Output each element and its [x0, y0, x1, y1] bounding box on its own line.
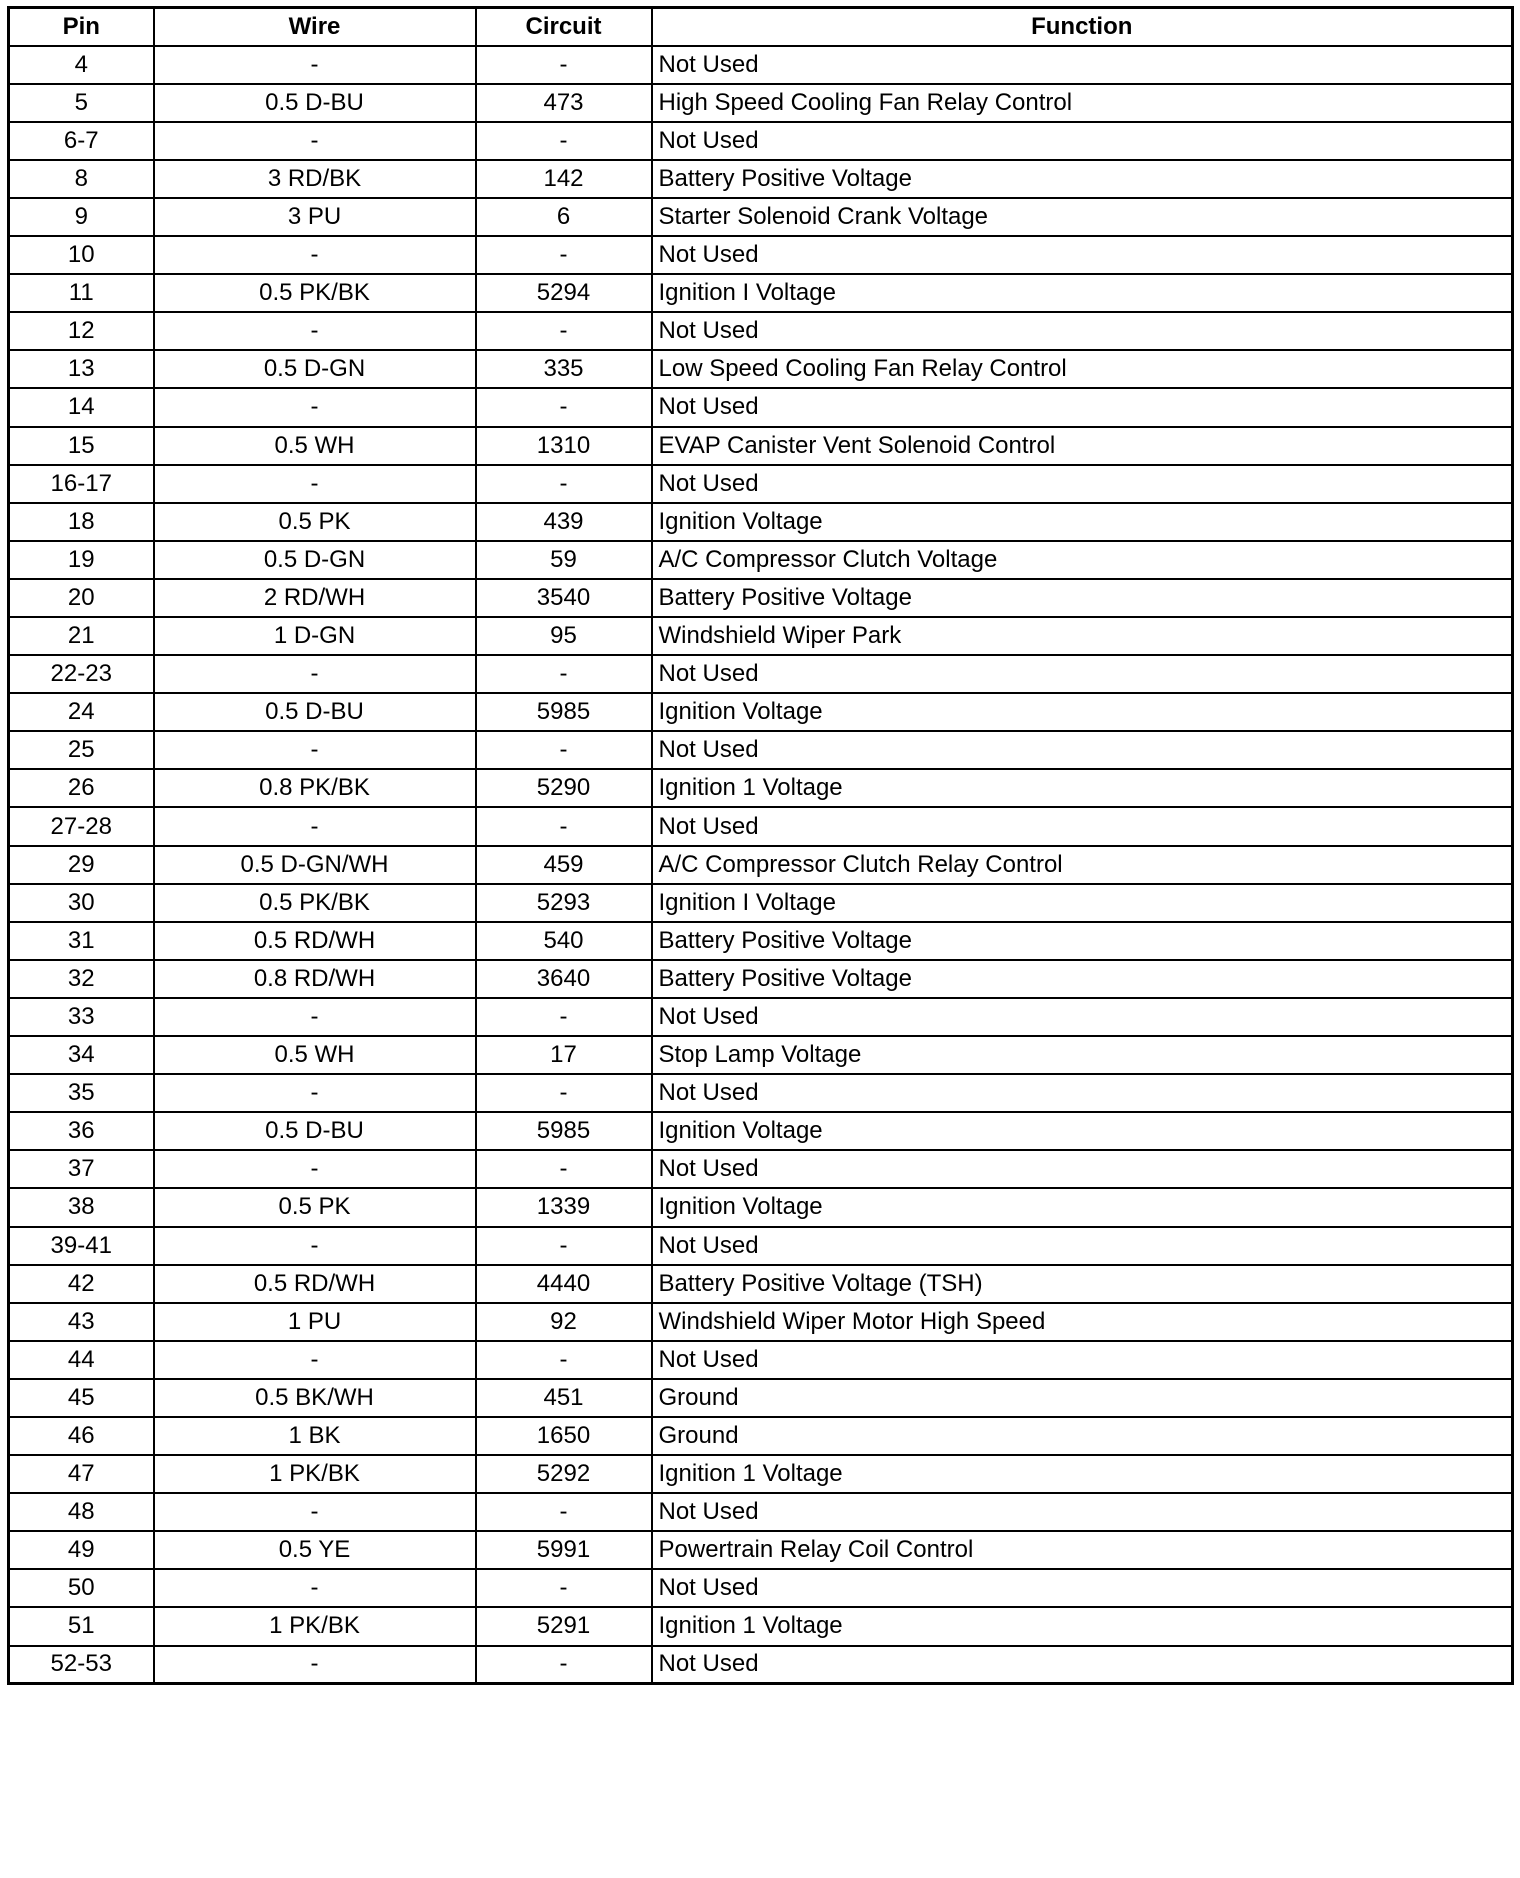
table-row — [9, 541, 1513, 579]
circuit-cell: 439 — [476, 503, 652, 541]
wire-cell: 0.5 D-GN — [154, 541, 476, 579]
table-row — [9, 1531, 1513, 1569]
table-row — [9, 922, 1513, 960]
table-row — [9, 84, 1513, 122]
circuit-cell: - — [476, 655, 652, 693]
pin-cell: 39-41 — [9, 1227, 154, 1265]
wire-cell: - — [154, 312, 476, 350]
function-cell: Not Used — [652, 807, 1513, 845]
function-cell: Windshield Wiper Park — [652, 617, 1513, 655]
function-cell: Not Used — [652, 731, 1513, 769]
function-cell: Not Used — [652, 46, 1513, 84]
pin-cell: 24 — [9, 693, 154, 731]
pin-cell: 14 — [9, 388, 154, 426]
table-row — [9, 236, 1513, 274]
function-cell: Not Used — [652, 1150, 1513, 1188]
table-row — [9, 1303, 1513, 1341]
pin-cell: 37 — [9, 1150, 154, 1188]
pin-cell: 4 — [9, 46, 154, 84]
circuit-cell: 5294 — [476, 274, 652, 312]
circuit-cell: - — [476, 1646, 652, 1684]
wire-cell: - — [154, 46, 476, 84]
pin-cell: 25 — [9, 731, 154, 769]
circuit-cell: 4440 — [476, 1265, 652, 1303]
wire-cell: - — [154, 1646, 476, 1684]
table-row — [9, 960, 1513, 998]
wire-cell: 0.5 YE — [154, 1531, 476, 1569]
circuit-cell: 95 — [476, 617, 652, 655]
function-cell: Battery Positive Voltage — [652, 579, 1513, 617]
pin-cell: 8 — [9, 160, 154, 198]
wire-cell: - — [154, 122, 476, 160]
function-cell: Not Used — [652, 312, 1513, 350]
circuit-cell: 142 — [476, 160, 652, 198]
table-row — [9, 998, 1513, 1036]
wire-cell: 3 RD/BK — [154, 160, 476, 198]
function-cell: Battery Positive Voltage — [652, 160, 1513, 198]
circuit-cell: 5291 — [476, 1607, 652, 1645]
function-cell: Not Used — [652, 1493, 1513, 1531]
pin-cell: 43 — [9, 1303, 154, 1341]
pin-cell: 31 — [9, 922, 154, 960]
pin-cell: 32 — [9, 960, 154, 998]
wire-cell: - — [154, 1341, 476, 1379]
wire-cell: 2 RD/WH — [154, 579, 476, 617]
wire-cell: 0.5 D-BU — [154, 693, 476, 731]
pin-cell: 10 — [9, 236, 154, 274]
circuit-cell: - — [476, 46, 652, 84]
wire-cell: 0.8 PK/BK — [154, 769, 476, 807]
table-row — [9, 122, 1513, 160]
table-row — [9, 1455, 1513, 1493]
table-row — [9, 427, 1513, 465]
pin-cell: 47 — [9, 1455, 154, 1493]
pin-cell: 52-53 — [9, 1646, 154, 1684]
circuit-cell: - — [476, 1074, 652, 1112]
function-cell: Not Used — [652, 1341, 1513, 1379]
function-cell: Low Speed Cooling Fan Relay Control — [652, 350, 1513, 388]
table-row — [9, 1150, 1513, 1188]
wire-cell: 0.5 PK/BK — [154, 274, 476, 312]
function-cell: Battery Positive Voltage (TSH) — [652, 1265, 1513, 1303]
header-row — [9, 8, 1513, 46]
header-circuit: Circuit — [476, 8, 652, 46]
circuit-cell: 5985 — [476, 1112, 652, 1150]
pin-cell: 26 — [9, 769, 154, 807]
table-row — [9, 846, 1513, 884]
circuit-cell: 59 — [476, 541, 652, 579]
circuit-cell: 5290 — [476, 769, 652, 807]
table-row — [9, 1607, 1513, 1645]
pin-cell: 48 — [9, 1493, 154, 1531]
function-cell: Ignition 1 Voltage — [652, 1607, 1513, 1645]
circuit-cell: 5985 — [476, 693, 652, 731]
table-row — [9, 769, 1513, 807]
function-cell: Not Used — [652, 388, 1513, 426]
circuit-cell: 6 — [476, 198, 652, 236]
circuit-cell: 451 — [476, 1379, 652, 1417]
wire-cell: - — [154, 236, 476, 274]
circuit-cell: 17 — [476, 1036, 652, 1074]
function-cell: Ignition I Voltage — [652, 884, 1513, 922]
function-cell: Not Used — [652, 1569, 1513, 1607]
function-cell: Not Used — [652, 122, 1513, 160]
pin-cell: 22-23 — [9, 655, 154, 693]
wire-cell: - — [154, 655, 476, 693]
table-row — [9, 312, 1513, 350]
pin-cell: 35 — [9, 1074, 154, 1112]
function-cell: High Speed Cooling Fan Relay Control — [652, 84, 1513, 122]
pin-cell: 16-17 — [9, 465, 154, 503]
wire-cell: 0.5 D-BU — [154, 84, 476, 122]
table-row — [9, 1112, 1513, 1150]
pin-cell: 49 — [9, 1531, 154, 1569]
wire-cell: 0.5 WH — [154, 1036, 476, 1074]
wire-cell: 0.5 BK/WH — [154, 1379, 476, 1417]
wire-cell: 1 PK/BK — [154, 1455, 476, 1493]
circuit-cell: 473 — [476, 84, 652, 122]
pin-cell: 46 — [9, 1417, 154, 1455]
wire-cell: 0.5 D-BU — [154, 1112, 476, 1150]
wire-cell: 0.5 RD/WH — [154, 922, 476, 960]
function-cell: Not Used — [652, 1227, 1513, 1265]
table-row — [9, 693, 1513, 731]
circuit-cell: 92 — [476, 1303, 652, 1341]
pin-cell: 38 — [9, 1188, 154, 1226]
pin-cell: 5 — [9, 84, 154, 122]
function-cell: Ground — [652, 1417, 1513, 1455]
pin-cell: 51 — [9, 1607, 154, 1645]
pin-cell: 42 — [9, 1265, 154, 1303]
pin-cell: 13 — [9, 350, 154, 388]
pin-cell: 33 — [9, 998, 154, 1036]
header-wire: Wire — [154, 8, 476, 46]
wire-cell: 0.5 WH — [154, 427, 476, 465]
wire-cell: - — [154, 731, 476, 769]
circuit-cell: - — [476, 731, 652, 769]
wire-cell: - — [154, 998, 476, 1036]
wire-cell: - — [154, 1074, 476, 1112]
function-cell: Ignition I Voltage — [652, 274, 1513, 312]
header-function: Function — [652, 8, 1513, 46]
circuit-cell: 1310 — [476, 427, 652, 465]
pin-cell: 20 — [9, 579, 154, 617]
wire-cell: 1 PK/BK — [154, 1607, 476, 1645]
pin-cell: 29 — [9, 846, 154, 884]
pin-cell: 18 — [9, 503, 154, 541]
circuit-cell: - — [476, 312, 652, 350]
table-row — [9, 1379, 1513, 1417]
wire-cell: 3 PU — [154, 198, 476, 236]
pin-cell: 36 — [9, 1112, 154, 1150]
function-cell: Not Used — [652, 655, 1513, 693]
wire-cell: 0.5 PK — [154, 503, 476, 541]
function-cell: A/C Compressor Clutch Relay Control — [652, 846, 1513, 884]
function-cell: Battery Positive Voltage — [652, 960, 1513, 998]
circuit-cell: 5292 — [476, 1455, 652, 1493]
circuit-cell: - — [476, 236, 652, 274]
table-row — [9, 731, 1513, 769]
function-cell: Ignition Voltage — [652, 1112, 1513, 1150]
wire-cell: 0.5 PK — [154, 1188, 476, 1226]
wire-cell: 0.5 RD/WH — [154, 1265, 476, 1303]
circuit-cell: 3540 — [476, 579, 652, 617]
circuit-cell: 3640 — [476, 960, 652, 998]
circuit-cell: 459 — [476, 846, 652, 884]
table-row — [9, 1417, 1513, 1455]
table-row — [9, 579, 1513, 617]
table-row — [9, 1036, 1513, 1074]
pin-cell: 50 — [9, 1569, 154, 1607]
table-row — [9, 1188, 1513, 1226]
function-cell: Not Used — [652, 236, 1513, 274]
circuit-cell: 1650 — [476, 1417, 652, 1455]
pin-cell: 45 — [9, 1379, 154, 1417]
wire-cell: 0.5 PK/BK — [154, 884, 476, 922]
function-cell: EVAP Canister Vent Solenoid Control — [652, 427, 1513, 465]
table-row — [9, 1227, 1513, 1265]
pin-cell: 19 — [9, 541, 154, 579]
wire-cell: 0.5 D-GN — [154, 350, 476, 388]
circuit-cell: - — [476, 807, 652, 845]
function-cell: Not Used — [652, 465, 1513, 503]
pin-cell: 15 — [9, 427, 154, 465]
table-row — [9, 388, 1513, 426]
wire-cell: - — [154, 1493, 476, 1531]
table-row — [9, 198, 1513, 236]
circuit-cell: - — [476, 1569, 652, 1607]
function-cell: Battery Positive Voltage — [652, 922, 1513, 960]
pinout-table-body — [9, 46, 1513, 1684]
table-row — [9, 807, 1513, 845]
wire-cell: - — [154, 1150, 476, 1188]
table-row — [9, 1493, 1513, 1531]
pin-cell: 6-7 — [9, 122, 154, 160]
function-cell: Ignition Voltage — [652, 1188, 1513, 1226]
table-row — [9, 655, 1513, 693]
table-row — [9, 884, 1513, 922]
wire-cell: - — [154, 1569, 476, 1607]
pin-cell: 12 — [9, 312, 154, 350]
pin-cell: 9 — [9, 198, 154, 236]
circuit-cell: - — [476, 388, 652, 426]
wire-cell: 0.5 D-GN/WH — [154, 846, 476, 884]
table-row — [9, 617, 1513, 655]
function-cell: Stop Lamp Voltage — [652, 1036, 1513, 1074]
function-cell: Not Used — [652, 998, 1513, 1036]
wire-cell: - — [154, 388, 476, 426]
pin-cell: 30 — [9, 884, 154, 922]
table-row — [9, 1341, 1513, 1379]
circuit-cell: - — [476, 122, 652, 160]
table-row — [9, 1569, 1513, 1607]
table-row — [9, 503, 1513, 541]
wire-cell: 1 D-GN — [154, 617, 476, 655]
wire-cell: 1 PU — [154, 1303, 476, 1341]
circuit-cell: 5293 — [476, 884, 652, 922]
function-cell: Ignition 1 Voltage — [652, 769, 1513, 807]
pinout-table — [7, 6, 1514, 1685]
circuit-cell: - — [476, 1341, 652, 1379]
circuit-cell: 540 — [476, 922, 652, 960]
function-cell: Ignition 1 Voltage — [652, 1455, 1513, 1493]
circuit-cell: - — [476, 1227, 652, 1265]
function-cell: Starter Solenoid Crank Voltage — [652, 198, 1513, 236]
function-cell: Not Used — [652, 1074, 1513, 1112]
table-row — [9, 1074, 1513, 1112]
function-cell: Not Used — [652, 1646, 1513, 1684]
function-cell: Powertrain Relay Coil Control — [652, 1531, 1513, 1569]
circuit-cell: - — [476, 998, 652, 1036]
function-cell: Ground — [652, 1379, 1513, 1417]
pin-cell: 21 — [9, 617, 154, 655]
pin-cell: 34 — [9, 1036, 154, 1074]
table-row — [9, 274, 1513, 312]
table-row — [9, 350, 1513, 388]
header-pin: Pin — [9, 8, 154, 46]
wire-cell: - — [154, 465, 476, 503]
circuit-cell: 335 — [476, 350, 652, 388]
circuit-cell: - — [476, 465, 652, 503]
table-row — [9, 1265, 1513, 1303]
function-cell: A/C Compressor Clutch Voltage — [652, 541, 1513, 579]
pin-cell: 11 — [9, 274, 154, 312]
circuit-cell: 1339 — [476, 1188, 652, 1226]
function-cell: Ignition Voltage — [652, 693, 1513, 731]
table-row — [9, 465, 1513, 503]
pin-cell: 27-28 — [9, 807, 154, 845]
pin-cell: 44 — [9, 1341, 154, 1379]
circuit-cell: 5991 — [476, 1531, 652, 1569]
table-row — [9, 46, 1513, 84]
connector-pinout-document — [7, 6, 1511, 1685]
table-row — [9, 160, 1513, 198]
table-row — [9, 1646, 1513, 1684]
wire-cell: - — [154, 807, 476, 845]
circuit-cell: - — [476, 1150, 652, 1188]
function-cell: Windshield Wiper Motor High Speed — [652, 1303, 1513, 1341]
wire-cell: - — [154, 1227, 476, 1265]
function-cell: Ignition Voltage — [652, 503, 1513, 541]
circuit-cell: - — [476, 1493, 652, 1531]
wire-cell: 1 BK — [154, 1417, 476, 1455]
wire-cell: 0.8 RD/WH — [154, 960, 476, 998]
